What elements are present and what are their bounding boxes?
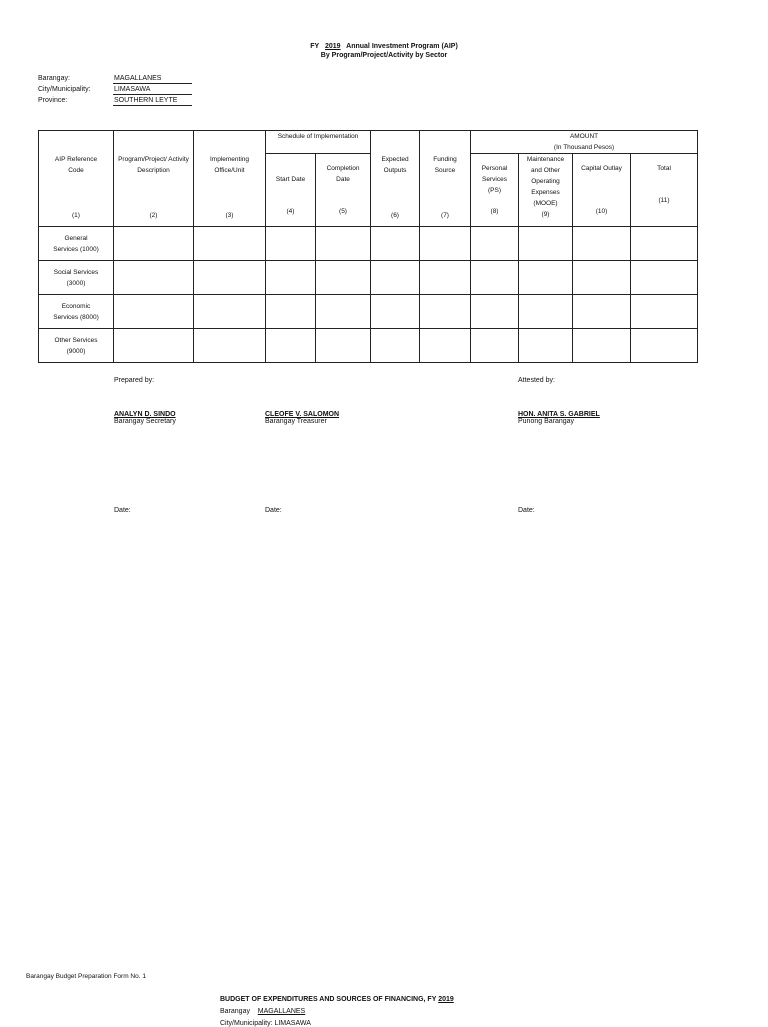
cell: [471, 295, 519, 329]
province-row: [38, 96, 178, 106]
cell: [519, 295, 573, 329]
treasurer-name: CLEOFE V. SALOMON: [265, 411, 340, 418]
next-page-barangay-value: MAGALLANES: [257, 1008, 306, 1015]
cell: [420, 261, 471, 295]
schedule-header: Schedule of Implementation: [266, 131, 371, 154]
col-header-9: [519, 154, 573, 227]
col-label-3: Implementing Office/Unit: [209, 156, 250, 174]
date-label-secretary: Date:: [114, 507, 131, 514]
barangay-value: MAGALLANES: [113, 74, 192, 84]
next-page-barangay-label: Barangay: [220, 1008, 250, 1015]
col-label-8: Personal Services (PS): [481, 165, 508, 194]
col-header-5: [316, 154, 371, 227]
row-label-economic: Economic Services (8000): [39, 295, 114, 329]
cell: [194, 329, 266, 363]
cell: [371, 295, 420, 329]
cell: [573, 261, 631, 295]
col-num-7: (7): [441, 212, 449, 219]
province-value: SOUTHERN LEYTE: [113, 96, 192, 106]
signatory-secretary: [114, 411, 176, 425]
cell: [316, 329, 371, 363]
col-header-3: [194, 131, 266, 227]
col-label-7: Funding Source: [433, 156, 457, 174]
cell: [371, 227, 420, 261]
cell: [316, 227, 371, 261]
document-subtitle: By Program/Project/Activity by Sector: [320, 52, 448, 59]
next-page-city-row: City/Municipality: LIMASAWA: [220, 1020, 311, 1027]
cell: [114, 227, 194, 261]
cell: [371, 261, 420, 295]
cell: [266, 295, 316, 329]
next-page-title: [220, 996, 454, 1003]
cell: [471, 261, 519, 295]
cell: [420, 295, 471, 329]
col-num-6: (6): [391, 212, 399, 219]
col-header-4: [266, 154, 316, 227]
amount-subtitle: (In Thousand Pesos): [553, 144, 615, 151]
col-label-4: Start Date: [275, 176, 306, 183]
col-header-7: [420, 131, 471, 227]
cell: [471, 329, 519, 363]
secretary-role: Barangay Secretary: [114, 418, 176, 425]
cell: [114, 329, 194, 363]
cell: [573, 295, 631, 329]
aip-table: [38, 130, 698, 363]
cell: [631, 261, 698, 295]
barangay-row: [38, 74, 162, 84]
col-num-4: (4): [286, 208, 295, 215]
treasurer-role: Barangay Treasurer: [265, 418, 327, 425]
prepared-by-label: Prepared by:: [114, 377, 155, 384]
col-label-6: Expected Outputs: [381, 156, 409, 174]
fy-prefix: FY: [310, 43, 320, 50]
cell: [316, 261, 371, 295]
col-header-2: [114, 131, 194, 227]
date-label-treasurer: Date:: [265, 507, 282, 514]
col-num-10: (10): [595, 208, 608, 215]
city-row: [38, 85, 151, 95]
col-label-11: Total: [657, 165, 671, 172]
punong-barangay-name: HON. ANITA S. GABRIEL: [518, 411, 600, 418]
cell: [266, 261, 316, 295]
col-num-11: (11): [658, 197, 670, 204]
col-num-2: (2): [149, 212, 158, 219]
table-row: [39, 329, 698, 363]
cell: [573, 329, 631, 363]
col-num-1: (1): [72, 212, 80, 219]
cell: [194, 295, 266, 329]
cell: [194, 227, 266, 261]
cell: [631, 295, 698, 329]
col-header-8: [471, 154, 519, 227]
cell: [371, 329, 420, 363]
cell: [519, 227, 573, 261]
secretary-name: ANALYN D. SINDO: [114, 411, 176, 418]
amount-header: [471, 131, 698, 154]
punong-barangay-role: Punong Barangay: [518, 418, 575, 425]
col-header-10: [573, 154, 631, 227]
col-num-5: (5): [339, 208, 347, 215]
next-page-title-year: 2019: [438, 996, 454, 1003]
cell: [114, 261, 194, 295]
row-label-social: Social Services (3000): [39, 261, 114, 295]
col-label-10: Capital Outlay: [581, 165, 622, 172]
table-row: [39, 295, 698, 329]
attested-by-label: Attested by:: [518, 377, 555, 384]
col-label-2: Program/Project/ Activity Description: [118, 156, 189, 174]
barangay-label: Barangay:: [38, 75, 70, 82]
col-num-8: (8): [490, 208, 499, 215]
form-number: Barangay Budget Preparation Form No. 1: [26, 973, 146, 980]
province-label: Province:: [38, 97, 68, 104]
table-row: [39, 261, 698, 295]
amount-title: AMOUNT: [569, 133, 599, 140]
col-label-1: AIP Reference Code: [54, 156, 98, 174]
city-label: City/Municipality:: [38, 86, 91, 93]
col-header-1: [39, 131, 114, 227]
row-label-other: Other Services (9000): [39, 329, 114, 363]
cell: [316, 295, 371, 329]
col-label-9: Maintenance and Other Operating Expenses (MOOE): [526, 156, 565, 207]
cell: [519, 261, 573, 295]
signatory-punong-barangay: [518, 411, 600, 425]
cell: [519, 329, 573, 363]
document-title: [0, 43, 768, 50]
cell: [114, 295, 194, 329]
cell: [266, 329, 316, 363]
city-value: LIMASAWA: [113, 85, 192, 95]
col-num-3: (3): [225, 212, 234, 219]
title-text: Annual Investment Program (AIP): [346, 43, 458, 50]
col-num-9: (9): [541, 211, 550, 218]
col-header-11: [631, 154, 698, 227]
table-row: [39, 227, 698, 261]
cell: [631, 329, 698, 363]
cell: [471, 227, 519, 261]
table-header-row-1: [39, 131, 698, 154]
cell: [266, 227, 316, 261]
fy-year: 2019: [325, 43, 341, 50]
col-label-5: Completion Date: [326, 165, 360, 183]
cell: [420, 227, 471, 261]
cell: [573, 227, 631, 261]
cell: [631, 227, 698, 261]
col-header-6: [371, 131, 420, 227]
row-label-general: General Services (1000): [39, 227, 114, 261]
next-page-barangay-row: [220, 1008, 305, 1015]
next-page-title-text: BUDGET OF EXPENDITURES AND SOURCES OF FINANCING, FY: [220, 996, 437, 1003]
signatory-treasurer: [265, 411, 339, 425]
cell: [420, 329, 471, 363]
date-label-punong-barangay: Date:: [518, 507, 535, 514]
cell: [194, 261, 266, 295]
